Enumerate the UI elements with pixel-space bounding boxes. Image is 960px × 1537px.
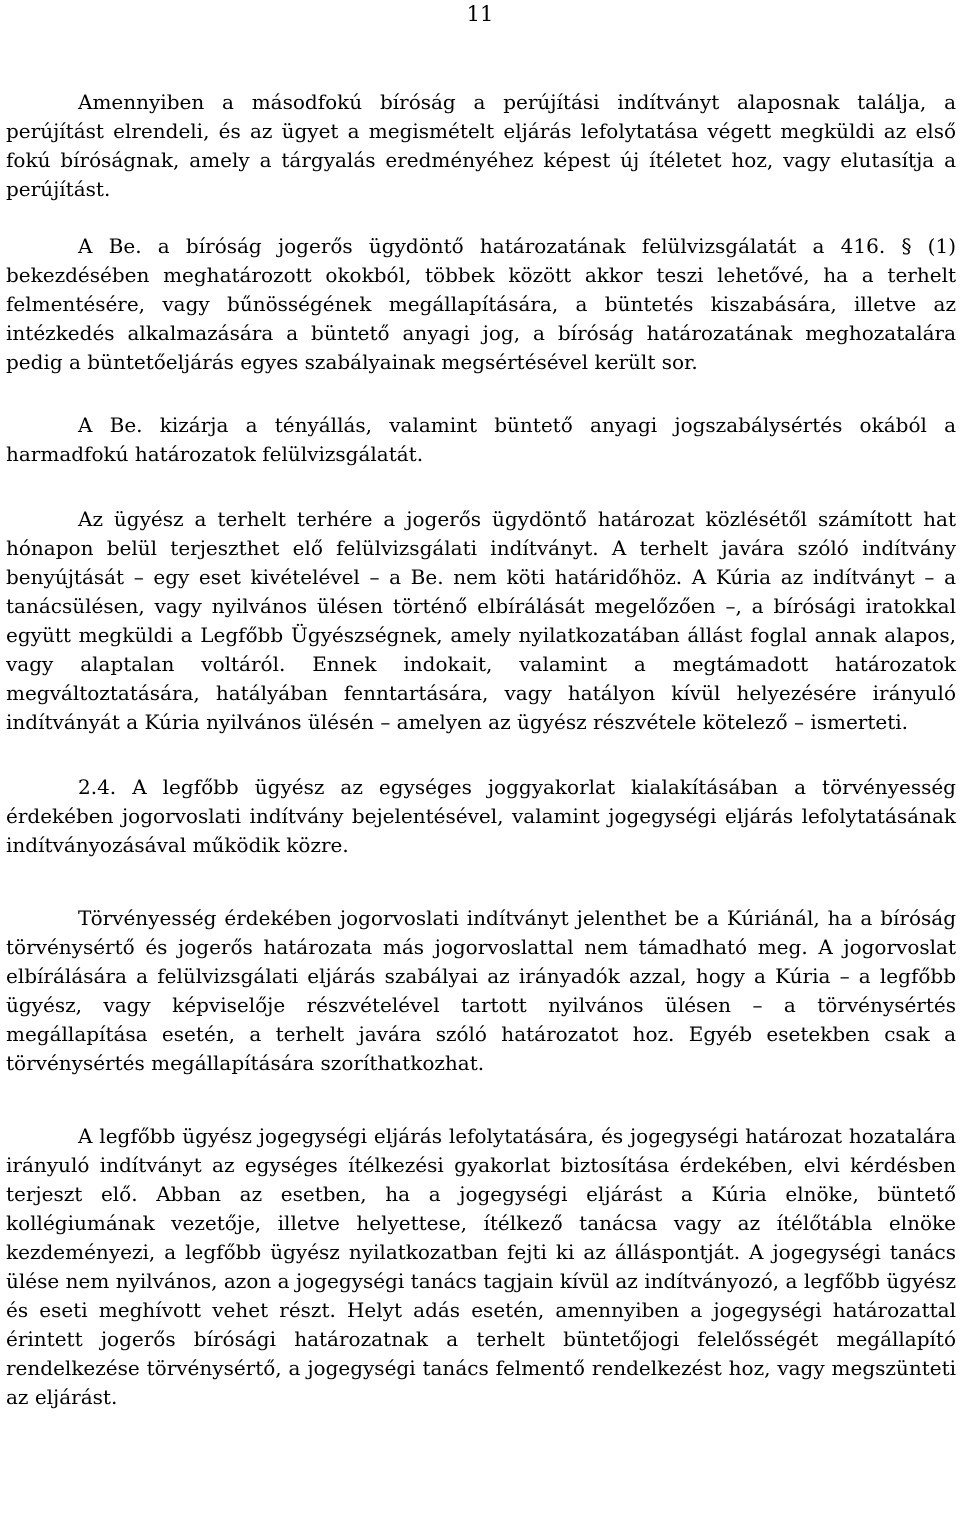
- paragraph: Törvényesség érdekében jogorvoslati indítványt jelenthet be a Kúriánál, ha a bíróság törvénysértő és jogerős határozata más jogorvoslattal nem támadható meg. A jogorvoslat elbírálására a felülvizsgálati eljárás szabályai az irányadók azzal, hogy a Kúria – a legfőbb ügyész, vagy képviselője részvételével tartott nyilvános ülésen – a törvénysértés megállapítása esetén, a terhelt javára szóló határozatot hoz. Egyéb esetekben csak a törvénysértés megállapítására szoríthatkozhat.: [6, 906, 956, 1075]
- page-number: 11: [466, 2, 494, 26]
- paragraph: A Be. a bíróság jogerős ügydöntő határozatának felülvizsgálatát a 416. § (1) bekezdésében meghatározott okokból, többek között akkor teszi lehetővé, ha a terhelt felmentésére, vagy bűnösségének megállapítására, a büntetés kiszabására, illetve az intézkedés alkalmazására a büntető anyagi jog, a bíróság határozatának meghozatalára pedig a büntetőeljárás egyes szabályainak megsértésével került sor.: [6, 234, 956, 374]
- paragraph: 2.4. A legfőbb ügyész az egységes joggyakorlat kialakításában a törvényesség érdekében jogorvoslati indítvány bejelentésével, valamint jogegységi eljárás lefolytatásának indítványozásával működik közre.: [6, 775, 956, 857]
- paragraph: A legfőbb ügyész jogegységi eljárás lefolytatására, és jogegységi határozat hozatalára irányuló indítványt az egységes ítélkezési gyakorlat biztosítása érdekében, elvi kérdésben terjeszt elő. Abban az esetben, ha a jogegységi eljárást a Kúria elnöke, büntető kollégiumának vezetője, illetve helyettese, ítélkező tanácsa vagy az ítélőtábla elnöke kezdeményezi, a legfőbb ügyész nyilatkozatban fejti ki az álláspontját. A jogegységi tanács ülése nem nyilvános, azon a jogegységi tanács tagjain kívül az indítványozó, a legfőbb ügyész és eseti meghívott vehet részt. Helyt adás esetén, amennyiben a jogegységi határozattal érintett jogerős bírósági határozatnak a terhelt büntetőjogi felelősségét megállapító rendelkezése törvénysértő, a jogegységi tanács felmentő rendelkezést hoz, vagy megszünteti az eljárást.: [6, 1124, 956, 1409]
- document-body: [6, 88, 956, 1412]
- paragraph: A Be. kizárja a tényállás, valamint büntető anyagi jogszabálysértés okából a harmadfokú határozatok felülvizsgálatát.: [6, 413, 956, 466]
- paragraph: Amennyiben a másodfokú bíróság a perújítási indítványt alaposnak találja, a perújítást elrendeli, és az ügyet a megismételt eljárás lefolytatása végett megküldi az első fokú bíróságnak, amely a tárgyalás eredményéhez képest új ítéletet hoz, vagy elutasítja a perújítást.: [6, 90, 956, 201]
- paragraph: Az ügyész a terhelt terhére a jogerős ügydöntő határozat közlésétől számított hat hónapon belül terjeszthet elő felülvizsgálati indítványt. A terhelt javára szóló indítvány benyújtását – egy eset kivételével – a Be. nem köti határidőhöz. A Kúria az indítványt – a tanácsülésen, vagy nyilvános ülésen történő elbírálását megelőzően –, a bírósági iratokkal együtt megküldi a Legfőbb Ügyészségnek, amely nyilatkozatában állást foglal annak alapos, vagy alaptalan voltáról. Ennek indokait, valamint a megtámadott határozatok megváltoztatására, hatályában fenntartására, vagy hatályon kívül helyezésére irányuló indítványát a Kúria nyilvános ülésén – amelyen az ügyész részvétele kötelező – ismerteti.: [6, 507, 956, 734]
